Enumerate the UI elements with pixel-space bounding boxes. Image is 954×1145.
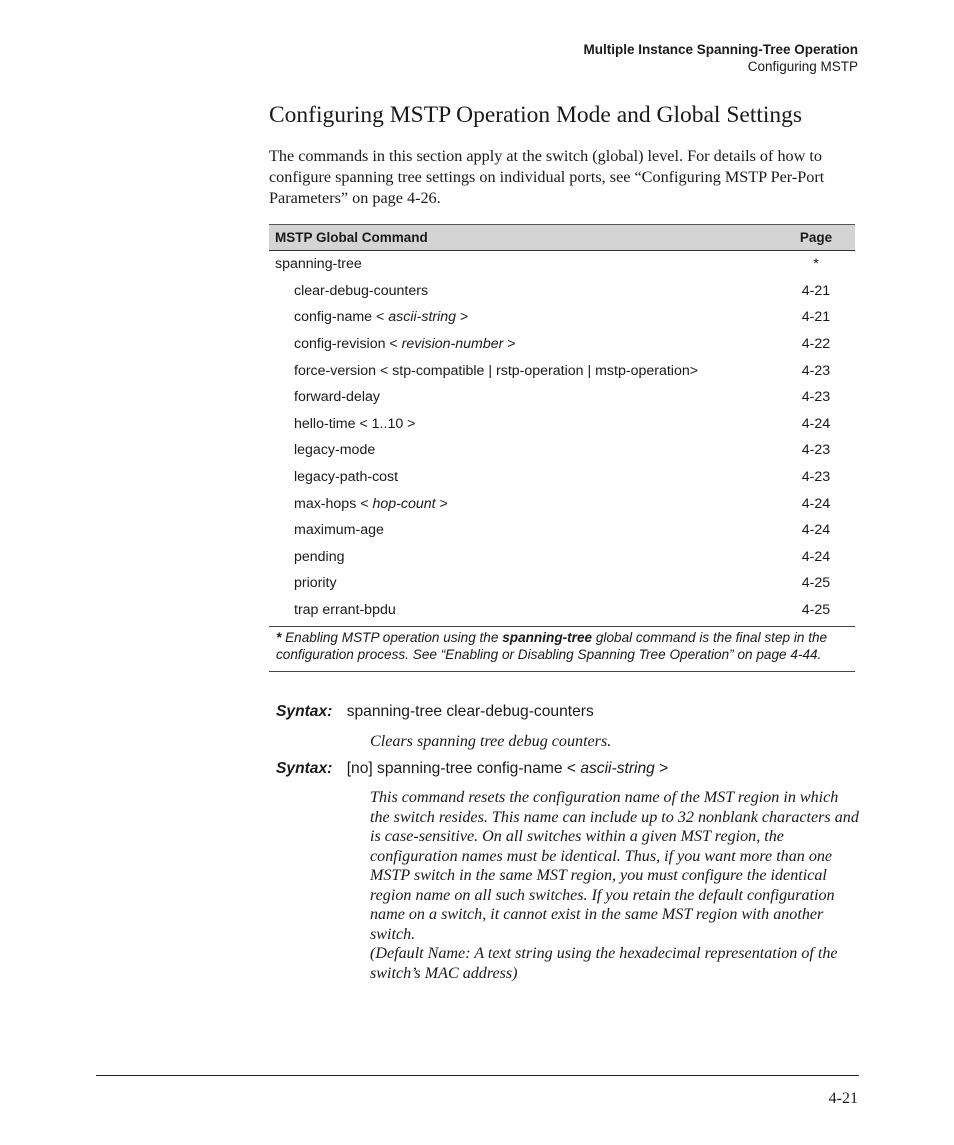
table-row [269,464,855,491]
table-row [269,304,855,331]
table-row [269,490,855,517]
command-cell [269,283,777,299]
page-cell: 4-24 [801,548,831,565]
page-cell: * [813,256,819,273]
command-cell [269,416,777,432]
command-argument: hop-count [372,495,436,512]
command-text: clear-debug-counters [294,282,429,299]
command-cell [269,602,777,618]
command-cell [269,469,777,485]
footnote-tail: global command is the final step in the configuration process. See “Enabling or Disabling Spanning Tree Operation” on page 4-44. [276,630,828,663]
command-text: forward-delay [294,389,380,406]
table-row [269,251,855,278]
command-column-header: MSTP Global Command [275,230,428,245]
table-row [269,357,855,384]
command-text: legacy-mode [294,442,376,459]
command-argument: ascii-string [388,309,457,326]
syntax-command-end: > [654,760,669,777]
footer-rule [96,1075,859,1076]
command-text: config-name < [294,309,389,326]
table-row [269,544,855,571]
command-text: hello-time < 1..10 > [294,415,416,432]
syntax-label: Syntax: [276,760,333,777]
mstp-global-command-table [269,224,855,672]
command-text: priority [294,575,337,592]
page-cell: 4-22 [801,336,831,353]
command-text: max-hops < [294,495,373,512]
command-cell [269,336,777,352]
chapter-title: Multiple Instance Spanning-Tree Operation [583,42,858,57]
command-text: pending [294,548,345,565]
syntax-config-name [276,759,668,779]
syntax-label: Syntax: [276,703,333,720]
command-text-end: > [456,309,469,326]
table-row [269,597,855,624]
page-number: 4-21 [828,1090,858,1107]
page-cell: 4-23 [801,362,831,379]
table-row [269,570,855,597]
table-row [269,437,855,464]
footnote-lead: Enabling MSTP operation using the [281,630,503,646]
command-cell [269,256,777,272]
command-cell [269,522,777,538]
page-cell: 4-24 [801,495,831,512]
table-row [269,517,855,544]
table-body [269,251,855,623]
page-column-header: Page [799,230,833,245]
command-text: force-version < stp-compatible | rstp-operation | mstp-operation> [294,362,699,379]
syntax-clear-debug-counters [276,702,594,722]
command-cell [269,496,777,512]
command-text: spanning-tree [275,256,362,273]
command-cell [269,549,777,565]
syntax-command: spanning-tree clear-debug-counters [346,703,594,720]
page-cell: 4-24 [801,522,831,539]
section-name: Configuring MSTP [747,59,858,74]
config-name-description: This command resets the configuration name of the MST region in which the switch resides. This name can include up to 32 nonblank characters and is case-sensitive. On all switches within a given MST region, the configuration names must be identical. Thus, if you want more than one MSTP switch in the same MST region, you must configure the identical region name on all such switches. If you retain the default configuration name on a switch, it cannot exist in the same MST region with another switch. [370,789,859,943]
table-row [269,331,855,358]
command-text: trap errant-bpdu [294,602,396,619]
footnote-marker: * [276,630,282,646]
syntax-argument: ascii-string [580,760,655,777]
command-text: legacy-path-cost [294,469,399,486]
page-cell: 4-25 [801,575,831,592]
command-text: config-revision < [294,336,402,353]
table-row [269,384,855,411]
page-cell: 4-23 [801,389,831,406]
command-cell [269,389,777,405]
command-cell [269,442,777,458]
page-cell: 4-25 [801,602,831,619]
section-title: Configuring MSTP Operation Mode and Global Settings [269,102,803,128]
table-row [269,411,855,438]
intro-paragraph: The commands in this section apply at the switch (global) level. For details of how to configure spanning tree settings on individual ports, see “Configuring MSTP Per-Port Parameters” on page 4-26. [269,147,825,207]
syntax-description [370,788,860,983]
page-cell: 4-21 [801,282,831,299]
default-name-note: (Default Name: A text string using the hexadecimal representation of the switch’s MAC address) [370,945,838,982]
table-row [269,278,855,305]
command-argument: revision-number [401,336,504,353]
page-cell: 4-23 [801,442,831,459]
table-header [269,224,855,251]
command-cell [269,363,777,379]
command-text-end: > [503,336,516,353]
page-cell: 4-24 [801,415,831,432]
footnote-bold-command: spanning-tree [502,630,593,646]
page-cell: 4-21 [801,309,831,326]
command-text-end: > [435,495,448,512]
command-text: maximum-age [294,522,384,539]
syntax-description: Clears spanning tree debug counters. [370,733,612,750]
page-cell: 4-23 [801,469,831,486]
syntax-command: [no] spanning-tree config-name < [346,760,581,777]
table-footnote [269,626,855,672]
command-cell [269,575,777,591]
command-cell [269,309,777,325]
running-head [583,41,858,75]
